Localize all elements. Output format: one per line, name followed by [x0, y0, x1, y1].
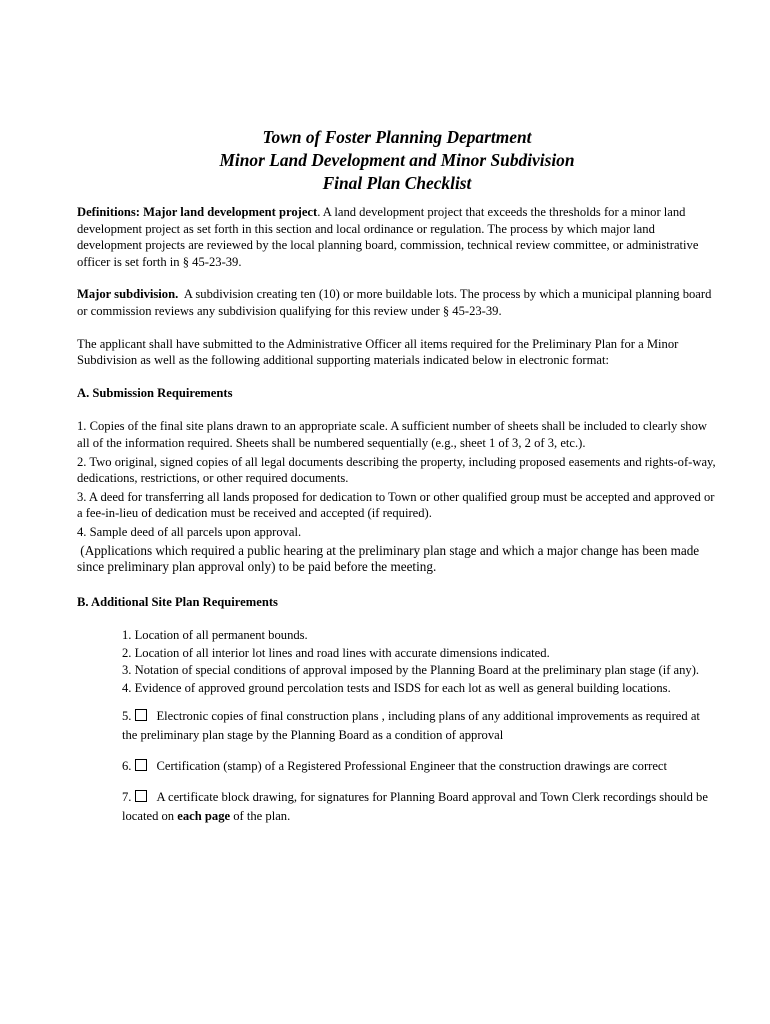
checkbox[interactable] — [135, 759, 147, 771]
major-subdivision-text: A subdivision creating ten (10) or more buildable lots. The process by which a municipal planning board or commission reviews any subdivision qualifying for this review under § 45-23-39. — [77, 287, 715, 318]
checklist-number: 6. — [122, 758, 132, 773]
title-line-checklist: Final Plan Checklist — [322, 173, 472, 193]
major-subdivision-paragraph — [77, 286, 717, 319]
checklist-text-emphasis: each page — [177, 808, 231, 823]
section-b-heading: B. Additional Site Plan Requirements — [77, 594, 278, 609]
checklist-number: 5. — [122, 708, 132, 723]
list-item: 1. Copies of the final site plans drawn to an appropriate scale. A sufficient number of sheets shall be included to clearly show all of the information required. Sheets shall be numbered sequentially (e.g., sheet 1 of 3, 2 of 3, etc.). — [77, 419, 707, 450]
list-item: 3. Notation of special conditions of approval imposed by the Planning Board at the preliminary plan stage (if any). — [122, 663, 700, 678]
checklist — [122, 707, 712, 826]
title-line-subdivision: Minor Land Development and Minor Subdivision — [219, 150, 575, 170]
checklist-item-certification — [122, 757, 712, 776]
document-title — [77, 126, 717, 195]
list-item: 2. Location of all interior lot lines and road lines with accurate dimensions indicated. — [122, 645, 550, 660]
submission-requirements-list — [77, 418, 717, 540]
public-hearing-note: (Applications which required a public hearing at the preliminary plan stage and which a major change has been made since preliminary plan approval only) to be paid before the meeting. — [77, 542, 703, 575]
checklist-item-electronic-copies — [122, 707, 712, 745]
definitions-paragraph — [77, 204, 717, 270]
list-item: 2. Two original, signed copies of all legal documents describing the property, including proposed easements and rights-of-way, dedications, restrictions, or other required documents. — [77, 454, 716, 486]
checklist-item-certificate-block — [122, 788, 712, 826]
checklist-text-end: of the plan. — [230, 808, 291, 823]
checklist-number: 7. — [122, 789, 132, 804]
list-item: 4. Evidence of approved ground percolation tests and ISDS for each lot as well as general building locations. — [122, 681, 671, 696]
section-a-heading: A. Submission Requirements — [77, 385, 233, 400]
checklist-text: Electronic copies of final construction plans , including plans of any additional improvements as required at the preliminary plan stage by the Planning Board as a condition of approval — [122, 708, 700, 742]
intro-paragraph: The applicant shall have submitted to the Administrative Officer all items required for the Preliminary Plan for a Minor Subdivision as well as the following additional supporting materials indicated below in electronic format: — [77, 336, 679, 368]
checklist-text: Certification (stamp) of a Registered Professional Engineer that the construction drawings are correct — [156, 758, 668, 773]
checklist-text: A certificate block drawing, for signatures for Planning Board approval and Town Clerk recordings should be located on — [122, 789, 708, 823]
document-page — [77, 126, 717, 838]
major-subdivision-label: Major subdivision. — [77, 287, 179, 302]
list-item: 3. A deed for transferring all lands proposed for dedication to Town or other qualified group must be accepted and approved or a fee-in-lieu of dedication must be received and accepted (if required). — [77, 489, 715, 521]
list-item: 1. Location of all permanent bounds. — [122, 628, 308, 643]
checkbox[interactable] — [135, 709, 147, 721]
title-line-department: Town of Foster Planning Department — [262, 127, 532, 147]
site-plan-requirements-list — [122, 627, 712, 696]
definitions-text: . A land development project that exceeds the thresholds for a minor land development project as set forth in this section and local ordinance or regulation. The process by which major land development projects are reviewed by the local planning board, commission, technical review committee, or administrative officer is set forth in § 45-23-39. — [77, 205, 699, 269]
list-item: 4. Sample deed of all parcels upon approval. — [77, 524, 302, 539]
checkbox[interactable] — [135, 790, 147, 802]
definitions-label: Definitions: Major land development project — [77, 205, 318, 219]
